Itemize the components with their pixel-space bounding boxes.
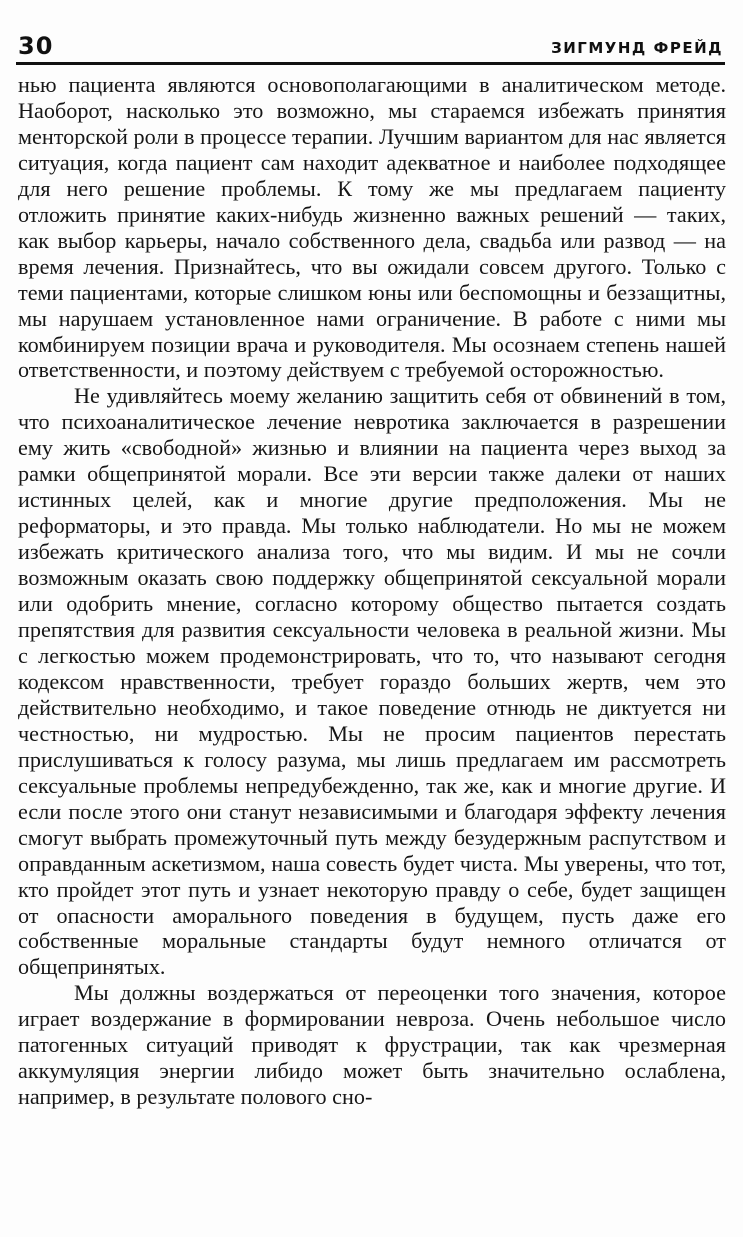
running-head: ЗИГМУНД ФРЕЙД [551, 39, 723, 57]
page-number: 30 [18, 32, 54, 60]
page-header [16, 32, 725, 65]
paragraph: Мы должны воздержаться от переоценки того значения, которое играет воздержание в формировании невроза. Очень небольшое число патогенных ситуаций приводят к фрустрации, так как чрезмерная аккумуляция энергии либидо может быть значительно ослаблена, например, в результате полового сно- [18, 980, 726, 1110]
paragraph: Не удивляйтесь моему желанию защитить себя от обвинений в том, что психоаналитическое лечение невротика заключается в разрешении ему жить «свободной» жизнью и влиянии на пациента через выход за рамки общепринятой морали. Все эти версии также далеки от наших истинных целей, как и многие другие предположения. Мы не реформаторы, и это правда. Мы только наблюдатели. Но мы не можем избежать критического анализа того, что мы видим. И мы не сочли возможным оказать свою поддержку общепринятой сексуальной морали или одобрить мнение, согласно которому общество пытается создать препятствия для развития сексуальности человека в реальной жизни. Мы с легкостью можем продемонстрировать, что то, что называют сегодня кодексом нравственности, требует гораздо больших жертв, чем это действительно необходимо, и такое поведение отнюдь не диктуется ни честностью, ни мудростью. Мы не просим пациентов перестать прислушиваться к голосу разума, мы лишь предлагаем им рассмотреть сексуальные проблемы непредубежденно, так же, как и многие другие. И если после этого они станут независимыми и благодаря эффекту лечения смогут выбрать промежуточный путь между безудержным распутством и оправданным аскетизмом, наша совесть будет чиста. Мы уверены, что тот, кто пройдет этот путь и узнает некоторую правду о себе, будет защищен от опасности аморального поведения в будущем, пусть даже его собственные моральные стандарты будут немного отличатся от общепринятых. [18, 383, 726, 980]
body-text [18, 72, 726, 1110]
paragraph: нью пациента являются основополагающими в аналитическом методе. Наоборот, насколько это возможно, мы стараемся избежать принятия менторской роли в процессе терапии. Лучшим вариантом для нас является ситуация, когда пациент сам находит адекватное и наиболее подходящее для него решение проблемы. К тому же мы предлагаем пациенту отложить принятие каких-нибудь жизненно важных решений — таких, как выбор карьеры, начало собственного дела, свадьба или развод — на время лечения. Признайтесь, что вы ожидали совсем другого. Только с теми пациентами, которые слишком юны или беспомощны и беззащитны, мы нарушаем установленное нами ограничение. В работе с ними мы комбинируем позиции врача и руководителя. Мы осознаем степень нашей ответственности, и поэтому действуем с требуемой осторожностью. [18, 72, 726, 383]
